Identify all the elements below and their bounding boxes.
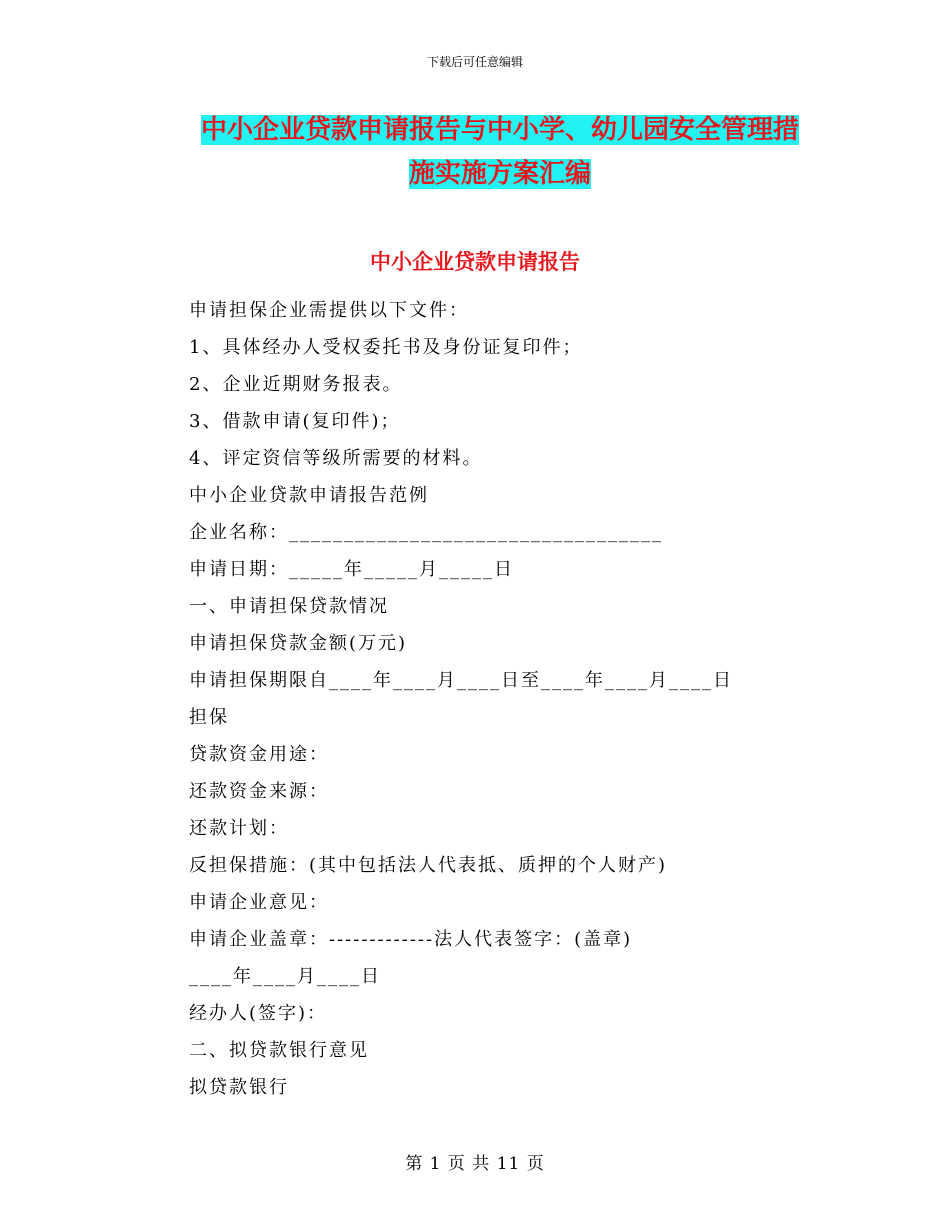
body-line: 申请企业意见： (189, 892, 329, 913)
body-line: 反担保措施：(其中包括法人代表抵、质押的个人财产) (189, 855, 668, 876)
document-body (189, 292, 809, 1106)
date-line: ____年____月____日 (189, 966, 381, 987)
document-title-line1: 中小企业贷款申请报告与中小学、幼儿园安全管理措 (200, 115, 799, 145)
body-line: 还款计划： (189, 818, 289, 839)
body-line: 贷款资金用途： (189, 744, 329, 765)
body-line: 申请担保企业需提供以下文件： (189, 300, 469, 321)
seal-signature-line: 申请企业盖章：-------------法人代表签字：(盖章) (189, 929, 633, 950)
body-line: 一、申请担保贷款情况 (189, 596, 389, 617)
body-line: 担保 (189, 707, 229, 728)
company-name-field: 企业名称：__________________________________ (189, 522, 663, 543)
section-title: 中小企业贷款申请报告 (370, 249, 580, 274)
application-date-field: 申请日期：_____年_____月_____日 (189, 559, 514, 580)
body-line: 中小企业贷款申请报告范例 (189, 485, 429, 506)
guarantee-period-field: 申请担保期限自____年____月____日至____年____月____日 (189, 670, 733, 691)
header-note: 下载后可任意编辑 (426, 55, 523, 69)
document-title (190, 108, 810, 196)
body-line: 还款资金来源： (189, 781, 329, 802)
body-line: 4、评定资信等级所需要的材料。 (189, 448, 483, 469)
body-line: 2、企业近期财务报表。 (189, 374, 403, 395)
body-line: 拟贷款银行 (189, 1077, 289, 1098)
body-line: 申请担保贷款金额(万元) (189, 633, 408, 654)
body-line: 3、借款申请(复印件)； (189, 411, 401, 432)
page-footer: 第 1 页 共 11 页 (405, 1154, 545, 1174)
document-title-line2: 施实施方案汇编 (408, 159, 591, 189)
body-line: 二、拟贷款银行意见 (189, 1040, 369, 1061)
body-line: 1、具体经办人受权委托书及身份证复印件； (189, 337, 583, 358)
body-line: 经办人(签字)： (189, 1003, 328, 1024)
